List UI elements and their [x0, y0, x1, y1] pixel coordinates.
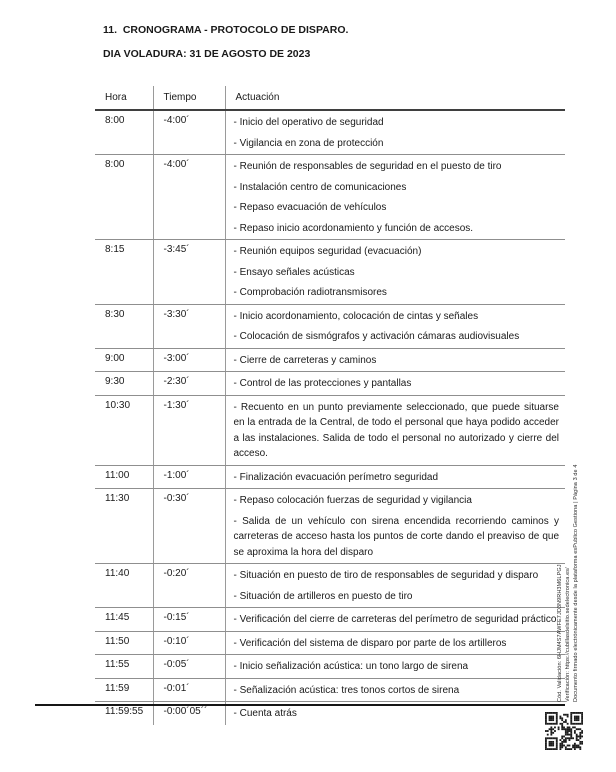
table-row	[95, 155, 565, 240]
hora-cell: 11:45	[95, 608, 153, 632]
table-row	[95, 110, 565, 155]
actuacion-item: - Señalización acústica: tres tonos cortos de sirena	[233, 684, 460, 696]
actuacion-item: - Cuenta atrás	[233, 708, 297, 719]
table-row	[95, 465, 565, 489]
table-row	[95, 608, 565, 632]
page-subtitle: DIA VOLADURA: 31 DE AGOSTO DE 2023	[103, 48, 311, 60]
actuacion-item: - Ensayo señales acústicas	[233, 266, 355, 278]
footer-rule	[35, 704, 565, 706]
tiempo-cell: -3:30´	[153, 304, 225, 348]
hora-cell: 11:00	[95, 465, 153, 489]
validation-sidebar	[556, 372, 580, 702]
actuacion-item: - Colocación de sismógrafos y activación cámaras audiovisuales	[233, 331, 520, 342]
hora-cell: 9:00	[95, 348, 153, 372]
header-hora: Hora	[95, 86, 153, 110]
header-tiempo: Tiempo	[153, 86, 225, 110]
actuacion-item: - Vigilancia en zona de protección	[233, 137, 384, 149]
tiempo-cell: -0:00´05´´	[153, 702, 225, 725]
schedule-table	[95, 86, 565, 725]
tiempo-cell: -2:30´	[153, 372, 225, 396]
table-row	[95, 372, 565, 396]
table-row	[95, 304, 565, 348]
tiempo-cell: -4:00´	[153, 110, 225, 155]
actuacion-cell	[225, 564, 565, 608]
actuacion-cell	[225, 372, 565, 396]
table-row	[95, 348, 565, 372]
actuacion-cell	[225, 395, 565, 465]
actuacion-cell	[225, 304, 565, 348]
hora-cell: 11:59	[95, 678, 153, 702]
actuacion-item: - Control de las protecciones y pantallas	[233, 378, 412, 389]
tiempo-cell: -0:30´	[153, 489, 225, 564]
actuacion-cell	[225, 631, 565, 655]
actuacion-item: - Recuento en un punto previamente seleccionado, que puede situarse en la entrada de la Central, de todo el personal que haya podido acceder a las instalaciones. Salida de todo el personal no autorizado y cierre del acceso.	[233, 401, 559, 459]
tiempo-cell: -1:00´	[153, 465, 225, 489]
actuacion-item: - Comprobación radiotransmisores	[233, 287, 387, 298]
actuacion-item: - Cierre de carreteras y caminos	[233, 354, 377, 366]
tiempo-cell: -0:01´	[153, 678, 225, 702]
actuacion-item: - Situación en puesto de tiro de responsables de seguridad y disparo	[233, 570, 539, 581]
hora-cell: 9:30	[95, 372, 153, 396]
actuacion-cell	[225, 489, 565, 564]
actuacion-item: - Repaso colocación fuerzas de seguridad y vigilancia	[233, 495, 472, 506]
actuacion-item: - Inicio del operativo de seguridad	[233, 117, 384, 128]
tiempo-cell: -1:30´	[153, 395, 225, 465]
actuacion-item: - Finalización evacuación perímetro seguridad	[233, 471, 439, 483]
hora-cell: 11:40	[95, 564, 153, 608]
tiempo-cell: -0:20´	[153, 564, 225, 608]
hora-cell: 8:00	[95, 155, 153, 240]
actuacion-item: - Reunión de responsables de seguridad en el puesto de tiro	[233, 161, 502, 172]
tiempo-cell: -3:45´	[153, 240, 225, 305]
actuacion-item: - Repaso inicio acordonamiento y función de accesos.	[233, 222, 474, 234]
actuacion-item: - Salida de un vehículo con sirena encendida recorriendo caminos y carreteras de acceso hasta los puntos de corte dando el preaviso de que se aproxima la hora del disparo	[233, 515, 559, 558]
actuacion-item: - Reunión equipos seguridad (evacuación)	[233, 246, 422, 257]
hora-cell: 11:50	[95, 631, 153, 655]
actuacion-item: - Repaso evacuación de vehículos	[233, 202, 387, 213]
table-row	[95, 489, 565, 564]
actuacion-item: - Verificación del sistema de disparo por parte de los artilleros	[233, 637, 507, 649]
tiempo-cell: -0:10´	[153, 631, 225, 655]
actuacion-item: - Inicio señalización acústica: un tono largo de sirena	[233, 661, 469, 672]
hora-cell: 8:00	[95, 110, 153, 155]
hora-cell: 8:15	[95, 240, 153, 305]
table-row	[95, 240, 565, 305]
table-row	[95, 678, 565, 702]
actuacion-item: - Verificación del cierre de carreteras del perímetro de seguridad práctico	[233, 614, 557, 625]
validation-code: Cód. Validación: 6HJM4S7AWFE7JD3N9RH3M6LPGJ	[557, 564, 563, 702]
hora-cell: 11:55	[95, 655, 153, 679]
actuacion-cell	[225, 348, 565, 372]
tiempo-cell: -0:05´	[153, 655, 225, 679]
header-actuacion: Actuación	[225, 86, 565, 110]
table-row	[95, 655, 565, 679]
schedule-rows	[95, 110, 565, 725]
header-row	[95, 86, 565, 110]
table-row	[95, 631, 565, 655]
actuacion-cell	[225, 110, 565, 155]
actuacion-cell	[225, 465, 565, 489]
signature-note: Documento firmado electrónicamente desde la plataforma esPublico Gestiona | Página 3 de 4	[573, 464, 579, 702]
tiempo-cell: -3:00´	[153, 348, 225, 372]
page-title: 11. CRONOGRAMA - PROTOCOLO DE DISPARO.	[103, 24, 349, 36]
actuacion-cell	[225, 655, 565, 679]
hora-cell: 11:30	[95, 489, 153, 564]
table-row	[95, 564, 565, 608]
actuacion-cell	[225, 608, 565, 632]
qr-code	[545, 712, 583, 750]
hora-cell: 11:59:55	[95, 702, 153, 725]
hora-cell: 8:30	[95, 304, 153, 348]
table-row	[95, 395, 565, 465]
actuacion-cell	[225, 155, 565, 240]
actuacion-item: - Inicio acordonamiento, colocación de cintas y señales	[233, 310, 479, 322]
hora-cell: 10:30	[95, 395, 153, 465]
tiempo-cell: -0:15´	[153, 608, 225, 632]
verification-url: Verificación: https://cubillasdelsitio.sedelectronica.es/	[565, 567, 571, 702]
actuacion-cell	[225, 678, 565, 702]
actuacion-item: - Situación de artilleros en puesto de tiro	[233, 590, 413, 602]
actuacion-cell	[225, 240, 565, 305]
tiempo-cell: -4:00´	[153, 155, 225, 240]
actuacion-item: - Instalación centro de comunicaciones	[233, 181, 407, 193]
